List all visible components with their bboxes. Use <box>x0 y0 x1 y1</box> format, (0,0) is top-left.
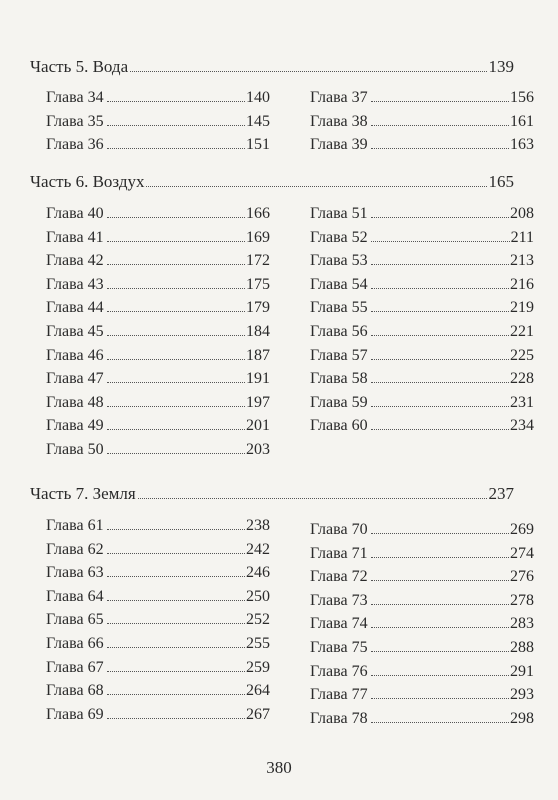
chapter-label: Глава 42 <box>46 252 104 270</box>
chapter-page: 166 <box>246 205 270 222</box>
chapter-page: 276 <box>510 568 534 586</box>
chapter-page: 172 <box>246 252 270 270</box>
chapter-entry <box>310 249 534 273</box>
chapter-page: 293 <box>510 686 534 704</box>
chapter-label: Глава 37 <box>310 89 368 106</box>
chapter-entry <box>46 367 270 391</box>
chapter-entry <box>46 561 270 585</box>
chapter-entry <box>46 202 270 226</box>
chapter-label: Глава 66 <box>46 634 104 652</box>
chapter-page: 274 <box>510 544 534 562</box>
leader-dots <box>107 694 245 695</box>
chapter-entry <box>46 86 270 110</box>
chapter-label: Глава 40 <box>46 205 104 222</box>
chapter-label: Глава 59 <box>310 393 368 411</box>
leader-dots <box>138 498 487 499</box>
chapter-entry <box>46 585 270 609</box>
leader-dots <box>371 722 509 723</box>
chapter-page: 161 <box>510 112 534 130</box>
leader-dots <box>107 718 245 719</box>
leader-dots <box>371 698 509 699</box>
chapter-page: 252 <box>246 611 270 629</box>
chapter-label: Глава 63 <box>46 564 104 582</box>
chapter-entry <box>46 320 270 344</box>
chapter-page: 283 <box>510 615 534 633</box>
chapter-page: 250 <box>246 587 270 605</box>
leader-dots <box>107 623 245 624</box>
leader-dots <box>107 406 245 407</box>
chapter-entry <box>310 367 534 391</box>
chapter-page: 169 <box>246 228 270 246</box>
chapter-label: Глава 64 <box>46 587 104 605</box>
leader-dots <box>107 125 245 126</box>
part-title: Часть 5. Вода <box>30 57 129 76</box>
chapter-entry <box>310 296 534 320</box>
chapter-page: 255 <box>246 634 270 652</box>
chapter-entry <box>310 589 534 613</box>
part-page: 237 <box>488 484 514 503</box>
leader-dots <box>107 671 245 672</box>
leader-dots <box>107 529 245 530</box>
leader-dots <box>371 264 509 265</box>
chapter-entry <box>46 296 270 320</box>
chapter-page: 179 <box>246 299 270 317</box>
chapter-label: Глава 61 <box>46 517 104 534</box>
chapter-label: Глава 44 <box>46 299 104 317</box>
chapter-label: Глава 55 <box>310 299 368 317</box>
leader-dots <box>371 651 509 652</box>
chapter-page: 242 <box>246 540 270 558</box>
leader-dots <box>371 627 509 628</box>
chapter-entry <box>310 636 534 660</box>
chapter-page: 269 <box>510 521 534 538</box>
leader-dots <box>107 429 245 430</box>
chapter-entry <box>310 612 534 636</box>
chapter-label: Глава 49 <box>46 417 104 435</box>
chapter-label: Глава 53 <box>310 252 368 270</box>
chapter-page: 163 <box>510 136 534 154</box>
chapter-page: 278 <box>510 591 534 609</box>
chapter-column-right <box>310 202 534 438</box>
leader-dots <box>107 288 245 289</box>
chapter-label: Глава 76 <box>310 662 368 680</box>
chapter-page: 201 <box>246 417 270 435</box>
chapter-column-left <box>46 86 270 157</box>
leader-dots <box>371 359 509 360</box>
chapter-page: 211 <box>510 228 534 246</box>
chapter-page: 298 <box>510 709 534 727</box>
chapter-entry <box>310 414 534 438</box>
leader-dots <box>371 125 509 126</box>
leader-dots <box>146 186 486 187</box>
chapter-entry <box>46 391 270 415</box>
chapter-label: Глава 57 <box>310 346 368 364</box>
leader-dots <box>371 675 509 676</box>
chapter-page: 267 <box>246 705 270 723</box>
leader-dots <box>371 311 509 312</box>
chapter-page: 197 <box>246 393 270 411</box>
leader-dots <box>107 264 245 265</box>
chapter-label: Глава 58 <box>310 370 368 388</box>
leader-dots <box>371 101 509 102</box>
leader-dots <box>371 406 509 407</box>
chapter-entry <box>46 438 270 462</box>
chapter-label: Глава 72 <box>310 568 368 586</box>
chapter-page: 191 <box>246 370 270 388</box>
chapter-page: 184 <box>246 322 270 340</box>
chapter-column-left <box>46 514 270 726</box>
leader-dots <box>107 600 245 601</box>
leader-dots <box>371 429 509 430</box>
leader-dots <box>371 335 509 336</box>
chapter-label: Глава 51 <box>310 205 368 222</box>
chapter-label: Глава 39 <box>310 136 368 154</box>
chapter-entry <box>310 110 534 134</box>
part-title: Часть 7. Земля <box>30 484 136 503</box>
chapter-page: 187 <box>246 346 270 364</box>
leader-dots <box>107 553 245 554</box>
chapter-page: 234 <box>510 417 534 435</box>
leader-dots <box>371 557 509 558</box>
chapter-page: 259 <box>246 658 270 676</box>
chapter-label: Глава 52 <box>310 228 368 246</box>
chapter-page: 156 <box>510 89 534 106</box>
chapter-entry <box>46 656 270 680</box>
chapter-label: Глава 36 <box>46 136 104 154</box>
chapter-label: Глава 45 <box>46 322 104 340</box>
chapter-entry <box>310 86 534 110</box>
chapter-page: 238 <box>246 517 270 534</box>
chapter-page: 231 <box>510 393 534 411</box>
chapter-page: 208 <box>510 205 534 222</box>
chapter-entry <box>46 249 270 273</box>
chapter-entry <box>310 391 534 415</box>
leader-dots <box>371 241 510 242</box>
chapter-page: 203 <box>246 440 270 458</box>
chapter-label: Глава 54 <box>310 275 368 293</box>
leader-dots <box>107 311 245 312</box>
chapter-label: Глава 68 <box>46 682 104 700</box>
chapter-entry <box>46 344 270 368</box>
leader-dots <box>107 217 245 218</box>
part-heading <box>30 57 514 79</box>
chapter-label: Глава 62 <box>46 540 104 558</box>
chapter-page: 151 <box>246 136 270 154</box>
part-page: 165 <box>488 172 514 191</box>
chapter-label: Глава 34 <box>46 89 104 106</box>
page-number: 380 <box>266 758 292 777</box>
leader-dots <box>107 359 245 360</box>
chapter-entry <box>310 273 534 297</box>
chapter-column-right <box>310 86 534 157</box>
leader-dots <box>371 580 509 581</box>
chapter-page: 219 <box>510 299 534 317</box>
chapter-entry <box>46 414 270 438</box>
leader-dots <box>107 101 245 102</box>
chapter-label: Глава 35 <box>46 112 104 130</box>
chapter-label: Глава 69 <box>46 705 104 723</box>
chapter-entry <box>46 703 270 727</box>
chapter-entry <box>310 226 534 250</box>
chapter-label: Глава 38 <box>310 112 368 130</box>
chapter-entry <box>46 632 270 656</box>
chapter-column-left <box>46 202 270 462</box>
leader-dots <box>107 241 245 242</box>
leader-dots <box>130 71 486 72</box>
chapter-column-right <box>310 518 534 730</box>
chapter-label: Глава 74 <box>310 615 368 633</box>
chapter-label: Глава 77 <box>310 686 368 704</box>
chapter-label: Глава 43 <box>46 275 104 293</box>
chapter-label: Глава 71 <box>310 544 368 562</box>
chapter-entry <box>46 538 270 562</box>
chapter-label: Глава 48 <box>46 393 104 411</box>
chapter-entry <box>310 683 534 707</box>
chapter-page: 140 <box>246 89 270 106</box>
chapter-label: Глава 78 <box>310 709 368 727</box>
leader-dots <box>371 533 509 534</box>
chapter-label: Глава 50 <box>46 440 104 458</box>
leader-dots <box>107 382 245 383</box>
chapter-label: Глава 65 <box>46 611 104 629</box>
chapter-entry <box>310 320 534 344</box>
chapter-page: 246 <box>246 564 270 582</box>
chapter-page: 225 <box>510 346 534 364</box>
leader-dots <box>107 335 245 336</box>
chapter-page: 228 <box>510 370 534 388</box>
leader-dots <box>107 576 245 577</box>
chapter-entry <box>310 565 534 589</box>
chapter-label: Глава 75 <box>310 638 368 656</box>
chapter-page: 221 <box>510 322 534 340</box>
leader-dots <box>107 148 245 149</box>
chapter-entry <box>46 608 270 632</box>
chapter-entry <box>310 344 534 368</box>
chapter-page: 145 <box>246 112 270 130</box>
part-page: 139 <box>488 57 514 76</box>
chapter-entry <box>310 542 534 566</box>
part-heading <box>30 172 514 194</box>
leader-dots <box>371 148 509 149</box>
chapter-entry <box>46 273 270 297</box>
chapter-entry <box>310 660 534 684</box>
chapter-page: 216 <box>510 275 534 293</box>
chapter-page: 291 <box>510 662 534 680</box>
chapter-entry <box>46 110 270 134</box>
part-title: Часть 6. Воздух <box>30 172 145 191</box>
chapter-label: Глава 70 <box>310 521 368 538</box>
chapter-label: Глава 47 <box>46 370 104 388</box>
part-heading <box>30 484 514 506</box>
chapter-page: 175 <box>246 275 270 293</box>
chapter-entry <box>310 202 534 226</box>
chapter-label: Глава 73 <box>310 591 368 609</box>
leader-dots <box>371 217 509 218</box>
chapter-page: 264 <box>246 682 270 700</box>
chapter-entry <box>46 679 270 703</box>
leader-dots <box>107 647 245 648</box>
chapter-label: Глава 46 <box>46 346 104 364</box>
chapter-entry <box>46 514 270 538</box>
chapter-entry <box>310 133 534 157</box>
leader-dots <box>371 604 509 605</box>
chapter-label: Глава 67 <box>46 658 104 676</box>
chapter-entry <box>310 707 534 731</box>
leader-dots <box>371 382 509 383</box>
leader-dots <box>371 288 509 289</box>
chapter-entry <box>46 133 270 157</box>
chapter-entry <box>310 518 534 542</box>
chapter-page: 213 <box>510 252 534 270</box>
leader-dots <box>107 453 245 454</box>
chapter-entry <box>46 226 270 250</box>
chapter-label: Глава 56 <box>310 322 368 340</box>
chapter-page: 288 <box>510 638 534 656</box>
chapter-label: Глава 41 <box>46 228 104 246</box>
chapter-label: Глава 60 <box>310 417 368 435</box>
